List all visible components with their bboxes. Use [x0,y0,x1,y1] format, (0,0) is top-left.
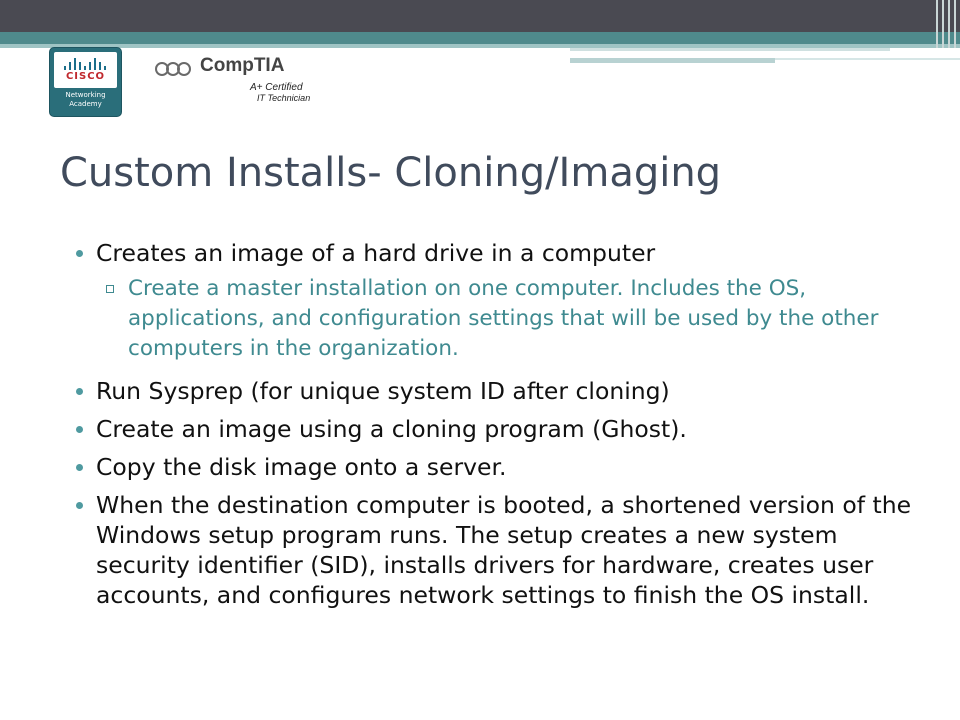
decorative-vertical-lines [932,0,960,48]
decorative-stripe [570,48,890,51]
comptia-certified-text: A+ Certified [250,82,303,93]
bullet-dot-icon [76,464,83,471]
decorative-stripe [570,58,775,63]
bullet-dot-icon [76,502,83,509]
bullet-text: Run Sysprep (for unique system ID after cloning) [96,377,670,405]
top-teal-bar [0,32,960,44]
bullet-item [75,452,935,482]
cisco-wordmark: CISCO [65,71,106,82]
bullet-item [75,238,935,268]
top-dark-bar [0,0,960,32]
bullet-text: Create an image using a cloning program (Ghost). [96,415,687,443]
sub-bullet-text: Create a master installation on one computer. Includes the OS, applications, and configuration settings that will be used by the other computers in the organization. [128,276,879,361]
cisco-bridge-icon [64,56,108,70]
bullet-item [75,490,935,610]
comptia-role-text: IT Technician [257,93,311,103]
slide-content [75,238,935,610]
bullet-text: When the destination computer is booted, a shortened version of the Windows setup program runs. The setup creates a new system security identifier (SID), installs drivers for hardware, creates user accounts, and configures network settings to finish the OS install. [96,491,912,609]
comptia-rings-icon [155,62,199,76]
decorative-stripe [775,58,960,60]
slide-title: Custom Installs- Cloning/Imaging [60,150,722,196]
cisco-logo-subtitle [50,91,121,109]
bullet-text: Creates an image of a hard drive in a computer [96,239,656,267]
bullet-text: Copy the disk image onto a server. [96,453,507,481]
bullet-dot-icon [76,250,83,257]
cisco-logo-panel [54,52,117,88]
bullet-item [75,414,935,444]
bullet-dot-icon [76,388,83,395]
bullet-dot-icon [76,426,83,433]
cisco-networking-academy-logo [49,47,122,117]
cisco-subtitle-line1: Networking [65,91,106,99]
comptia-logo [155,55,325,105]
sub-bullet-square-icon [106,285,114,293]
comptia-wordmark: CompTIA [200,55,285,76]
bullet-item [75,376,935,406]
cisco-subtitle-line2: Academy [69,100,102,108]
sub-bullet-item [75,274,935,364]
